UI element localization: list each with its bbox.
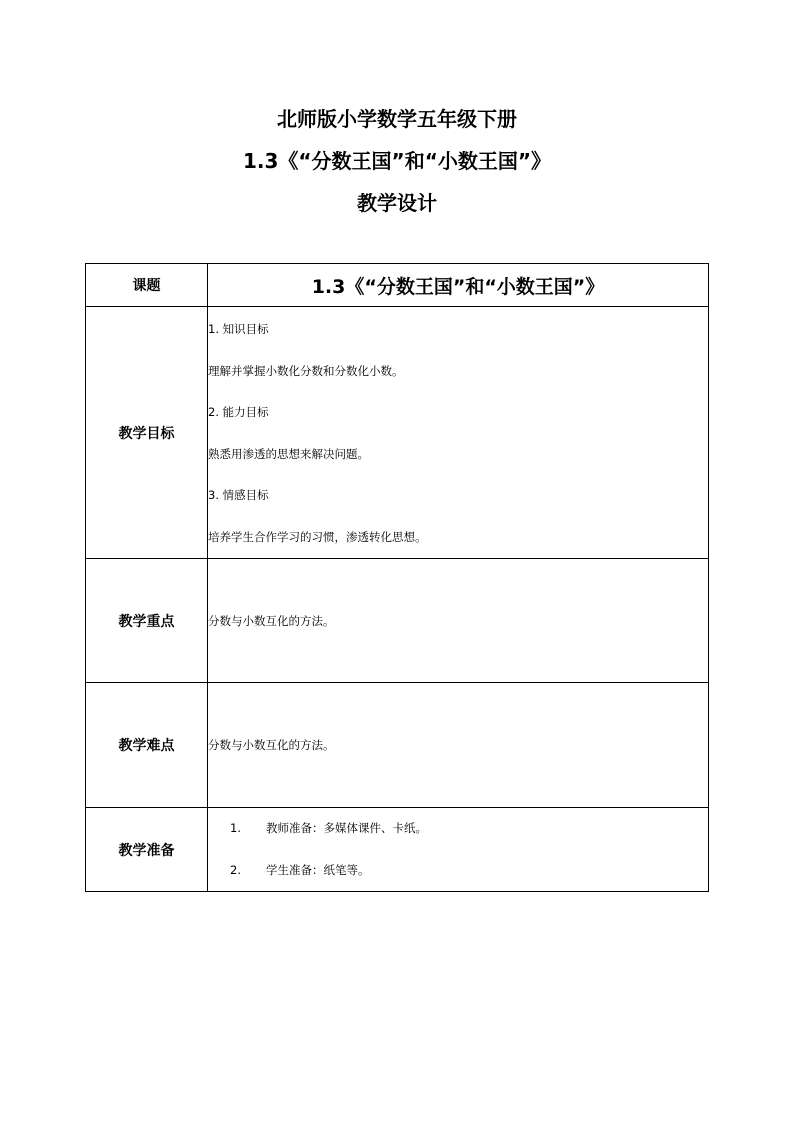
- document-title-line-3: 教学设计: [357, 191, 437, 215]
- key-points-content: [208, 559, 709, 683]
- document-title-line-1: 北师版小学数学五年级下册: [277, 107, 517, 131]
- goal-line: 培养学生合作学习的习惯，渗透转化思想。: [208, 529, 427, 544]
- preparation-list: [208, 818, 708, 881]
- list-item-number: 2.: [230, 863, 241, 877]
- list-item-text: 学生准备：纸笔等。: [266, 863, 370, 877]
- list-item: [230, 860, 708, 881]
- preparation-label: 教学准备: [86, 808, 208, 892]
- table-row-goals: [86, 307, 709, 559]
- goal-line: 2. 能力目标: [208, 405, 269, 420]
- goals-label: 教学目标: [86, 307, 208, 559]
- table-row-preparation: [86, 808, 709, 892]
- key-points-label: 教学重点: [86, 559, 208, 683]
- list-item: [230, 818, 708, 839]
- list-item-number: 1.: [230, 821, 241, 835]
- topic-value: 1.3《“分数王国”和“小数王国”》: [208, 264, 709, 307]
- table-row-difficulties: [86, 683, 709, 808]
- preparation-content: [208, 808, 709, 892]
- document-title-line-2: 1.3《“分数王国”和“小数王国”》: [242, 149, 551, 173]
- difficulties-text: 分数与小数互化的方法。: [208, 738, 335, 752]
- goals-content: [208, 307, 709, 559]
- table-row-topic: [86, 264, 709, 307]
- table-row-key-points: [86, 559, 709, 683]
- difficulties-label: 教学难点: [86, 683, 208, 808]
- key-points-text: 分数与小数互化的方法。: [208, 613, 335, 628]
- list-item-text: 教师准备：多媒体课件、卡纸。: [266, 821, 427, 835]
- lesson-plan-table: [85, 263, 709, 892]
- goal-line: 理解并掌握小数化分数和分数化小数。: [208, 363, 404, 378]
- goal-line: 熟悉用渗透的思想来解决问题。: [208, 446, 369, 461]
- topic-label: 课题: [86, 264, 208, 307]
- goal-line: 1. 知识目标: [208, 322, 269, 337]
- difficulties-content: [208, 683, 709, 808]
- goal-line: 3. 情感目标: [208, 488, 269, 503]
